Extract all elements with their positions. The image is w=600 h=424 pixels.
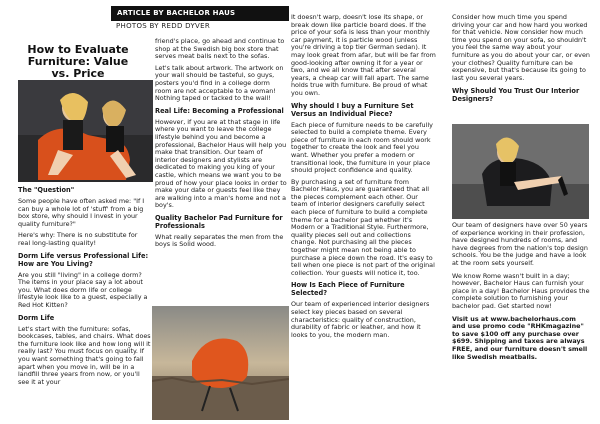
- paragraph: Our team of experienced interior designers select key pieces based on several characteristics: quality of construction, durability of fabric or leather, and how it looks to you, the modern man.: [291, 300, 430, 339]
- heading-becoming-professional: Real Life: Becoming a Professional: [155, 106, 284, 115]
- paragraph: We know Rome wasn't built in a day; however, Bachelor Haus can furnish your place in a day! Bachelor Haus provides the complete solution to furnishing your bachelor pad. Get started now!: [452, 271, 590, 310]
- paragraph: friend's place, go ahead and continue to shop at the Swedish big box store that serves meat balls next to the sofas.: [155, 37, 285, 61]
- column-2: [155, 10, 287, 249]
- heading-dorm-life: Dorm Life: [18, 313, 55, 322]
- paragraph: Are you still "living" in a college dorm? The items in your place say a lot about you. What does dorm life or college lifestyle look like to a guest, especially a Red Hot Kitten?: [18, 270, 148, 309]
- photo-women-orange-chair: [18, 80, 153, 182]
- heading-why-buy-set: Why should I buy a Furniture Set Versus an Individual Piece?: [291, 101, 414, 118]
- heading-trust-designers: Why Should You Trust Our Interior Designers?: [452, 87, 580, 104]
- heading-quality-furniture: Quality Bachelor Pad Furniture for Professionals: [155, 213, 283, 230]
- column-3: [291, 14, 436, 339]
- photo-orange-chair-desert: [152, 306, 289, 420]
- photo-credit: PHOTOS BY REDD DYVER: [116, 22, 211, 30]
- paragraph: Let's talk about artwork. The artwork on your wall should be tasteful, so guys, posters you'd find in a college dorm room are not acceptable to a woman! Nothing taped or tacked to the wall!: [155, 63, 284, 103]
- heading-question: The "Question": [18, 186, 75, 194]
- paragraph: Each piece of furniture needs to be carefully selected to build a complete theme. Every piece of furniture in each room should work together to create the look and feel you want. Whether you prefer a modern or transitional look, the furniture in your place should project confidence and quality.: [291, 120, 433, 175]
- column-4-lower: [452, 222, 590, 361]
- article-title: How to Evaluate Furniture: Value vs. Price: [27, 43, 129, 80]
- paragraph: Some people have often asked me: "If I can buy a whole lot of 'stuff' from a big box store, why should I invest in your quality furniture?": [18, 197, 145, 228]
- column-4: [452, 14, 590, 103]
- heading-how-selected: How Is Each Piece of Furniture Selected?: [291, 281, 405, 298]
- paragraph: Here's why: There is no substitute for real long-lasting quality!: [18, 231, 138, 247]
- paragraph: Consider how much time you spend driving your car and how hard you worked for that vehicle. Now consider how much time you spend on your sofa, so shouldn't you feel the same way about your furniture as you do about your car, or even your clothes? Quality furniture can be expensive, but that's because its going to last you several years.: [452, 13, 590, 82]
- promo-text: Visit us at www.bachelorhaus.com and use promo code "RHKmagazine" to save $100 off any purchase over $699. Shipping and taxes are always FREE, and our furniture doesn't smell like Swedish meatballs.: [452, 314, 588, 361]
- paragraph: What really separates the men from the boys is Solid wood.: [155, 232, 284, 249]
- column-1: [18, 186, 151, 386]
- article-byline-banner: ARTICLE BY BACHELOR HAUS: [111, 6, 289, 21]
- paragraph: Let's start with the furniture: sofas, bookcases, tables, and chairs. What does the furniture look like and how long will it really last? You must focus on quality. If you want something that's going to fall apart when you move in, will be in a landfill three years from now, or you'll see it at your: [18, 324, 151, 386]
- paragraph: By purchasing a set of furniture from Bachelor Haus, you are guaranteed that all the pieces complement each other. Our team of interior designers carefully select each piece of furniture to build a complete theme for a bachelor pad whether it's Modern or a Traditional Style. Furthermore, quality pieces sell out and collections change. Not purchasing all the pieces together might mean not being able to purchase a piece down the road. It's easy to tell when one piece is not part of the original collection. Your guests will notice it, too.: [291, 177, 435, 277]
- photo-woman-dark-chair: [452, 124, 589, 219]
- paragraph: However, if you are at that stage in life where you want to leave the college lifestyle behind you and become a professional, Bachelor Haus will help you make that transition. Our team of interior designers and stylists are dedicated to making you king of your castle, which means we want you to be proud of how your place looks in order to make your date or guests feel like they are walking into a man's home and not a boy's.: [155, 117, 287, 210]
- paragraph: It doesn't warp, doesn't lose its shape, or break down like particle board does. If the price of your sofa is less than your monthly car payment, it is particle wood (unless you're driving a top tier German sedan). It may look great from afar, but will be far from good-looking after owning it for a year or two, and we all know that after several years, a cheap car will fall apart. The same holds true with furniture. Be proud of what you own.: [291, 13, 436, 97]
- paragraph: Our team of designers have over 50 years of experience working in their profession, have designed hundreds of rooms, and have degrees from the nation's top design schools. You be the judge and have a look at the room sets yourself.: [452, 221, 588, 267]
- heading-dorm-vs-professional: Dorm Life versus Professional Life: How are You Living?: [18, 251, 149, 268]
